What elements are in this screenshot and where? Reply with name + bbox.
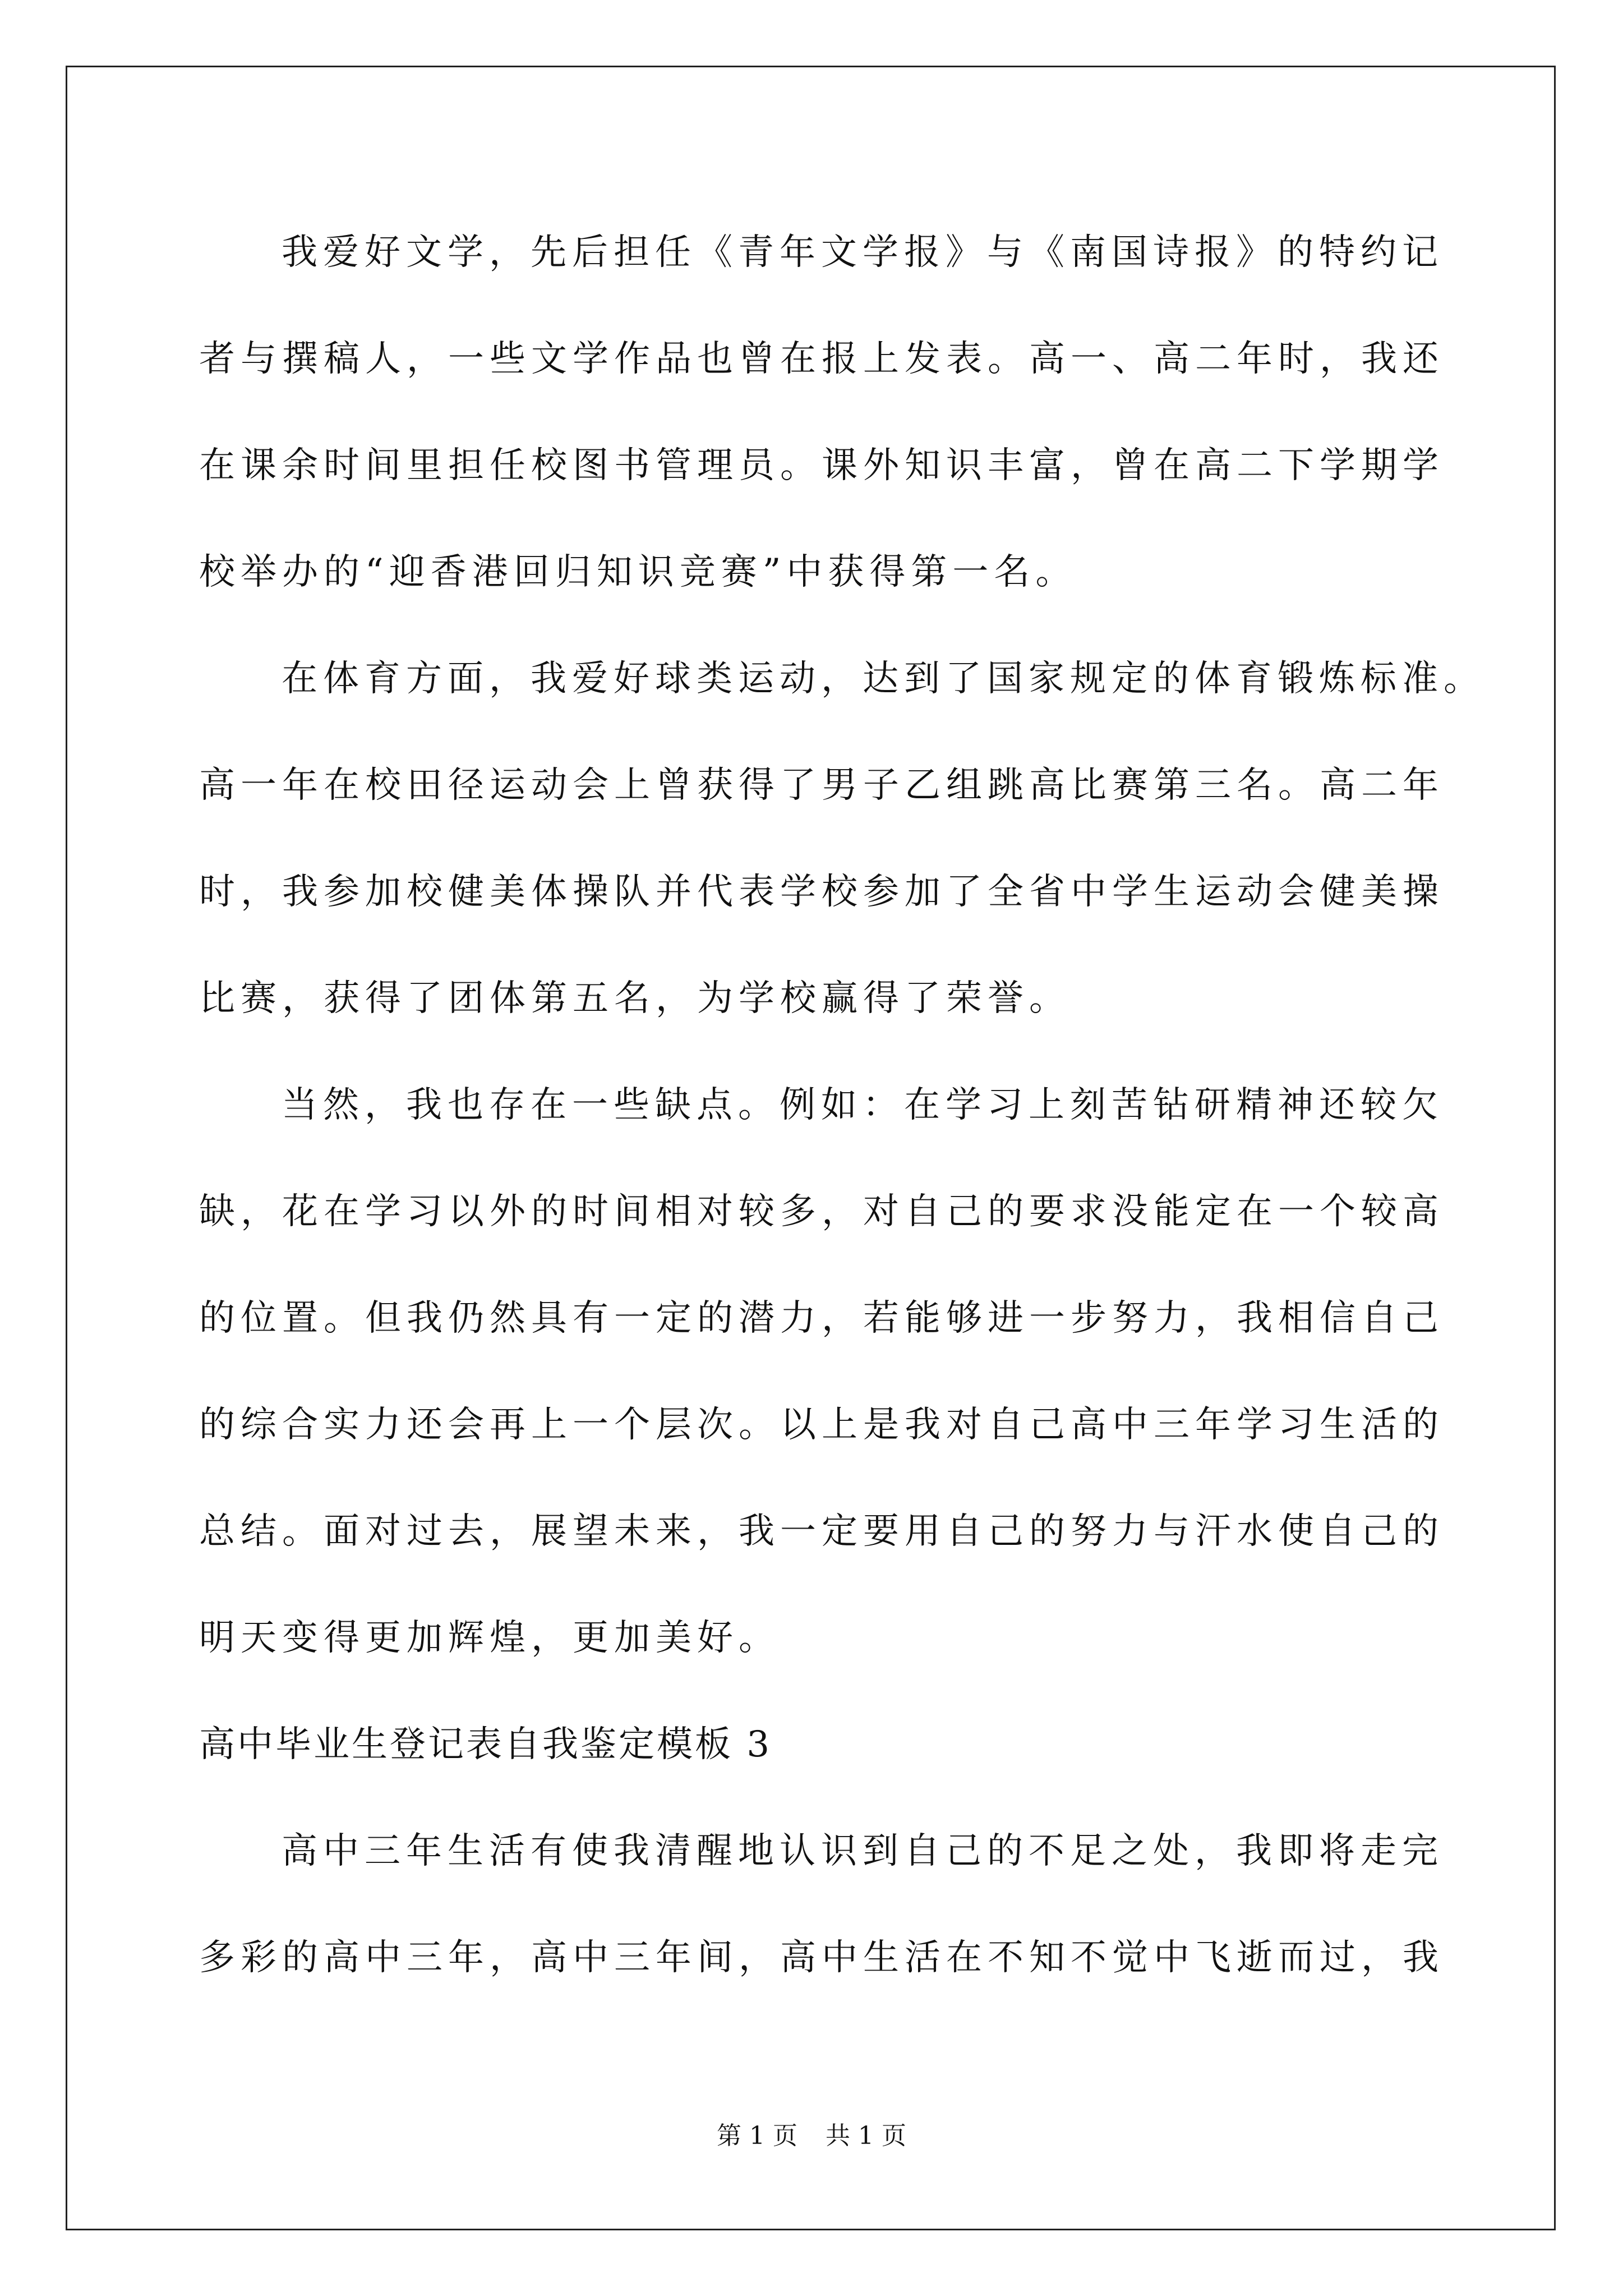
paragraph-line: 当然，我也存在一些缺点。例如：在学习上刻苦钻研精神还较欠: [282, 1084, 1444, 1126]
page-border: [66, 66, 1556, 2230]
paragraph-line: 总结。面对过去，展望未来，我一定要用自己的努力与汗水使自己的: [199, 1511, 1444, 1552]
paragraph-line: 在体育方面，我爱好球类运动，达到了国家规定的体育锻炼标准。: [282, 658, 1485, 700]
paragraph-line: 我爱好文学，先后担任《青年文学报》与《南国诗报》的特约记: [282, 232, 1444, 273]
page-number: 第 1 页: [717, 2122, 797, 2150]
paragraph-line: 高一年在校田径运动会上曾获得了男子乙组跳高比赛第三名。高二年: [199, 765, 1444, 806]
paragraph-line: 的综合实力还会再上一个层次。以上是我对自己高中三年学习生活的: [199, 1404, 1444, 1446]
paragraph-line: 时，我参加校健美体操队并代表学校参加了全省中学生运动会健美操: [199, 871, 1444, 913]
page-footer: [0, 2120, 1623, 2152]
paragraph-line: 在课余时间里担任校图书管理员。课外知识丰富，曾在高二下学期学: [199, 445, 1444, 486]
paragraph-line: 比赛，获得了团体第五名，为学校赢得了荣誉。: [199, 978, 1071, 1019]
section-heading: 高中毕业生登记表自我鉴定模板 3: [199, 1724, 772, 1765]
paragraph-line: 明天变得更加辉煌，更加美好。: [199, 1617, 780, 1659]
paragraph-line: 缺，花在学习以外的时间相对较多，对自己的要求没能定在一个较高: [199, 1191, 1444, 1232]
paragraph-line: 的位置。但我仍然具有一定的潜力，若能够进一步努力，我相信自己: [199, 1297, 1444, 1339]
paragraph-line: 校举办的“迎香港回归知识竞赛”中获得第一名。: [199, 551, 1077, 593]
paragraph-line: 高中三年生活有使我清醒地认识到自己的不足之处，我即将走完: [282, 1830, 1444, 1872]
page-total: 共 1 页: [826, 2122, 906, 2150]
paragraph-line: 者与撰稿人，一些文学作品也曾在报上发表。高一、高二年时，我还: [199, 338, 1444, 380]
paragraph-line: 多彩的高中三年，高中三年间，高中生活在不知不觉中飞逝而过，我: [199, 1937, 1444, 1978]
